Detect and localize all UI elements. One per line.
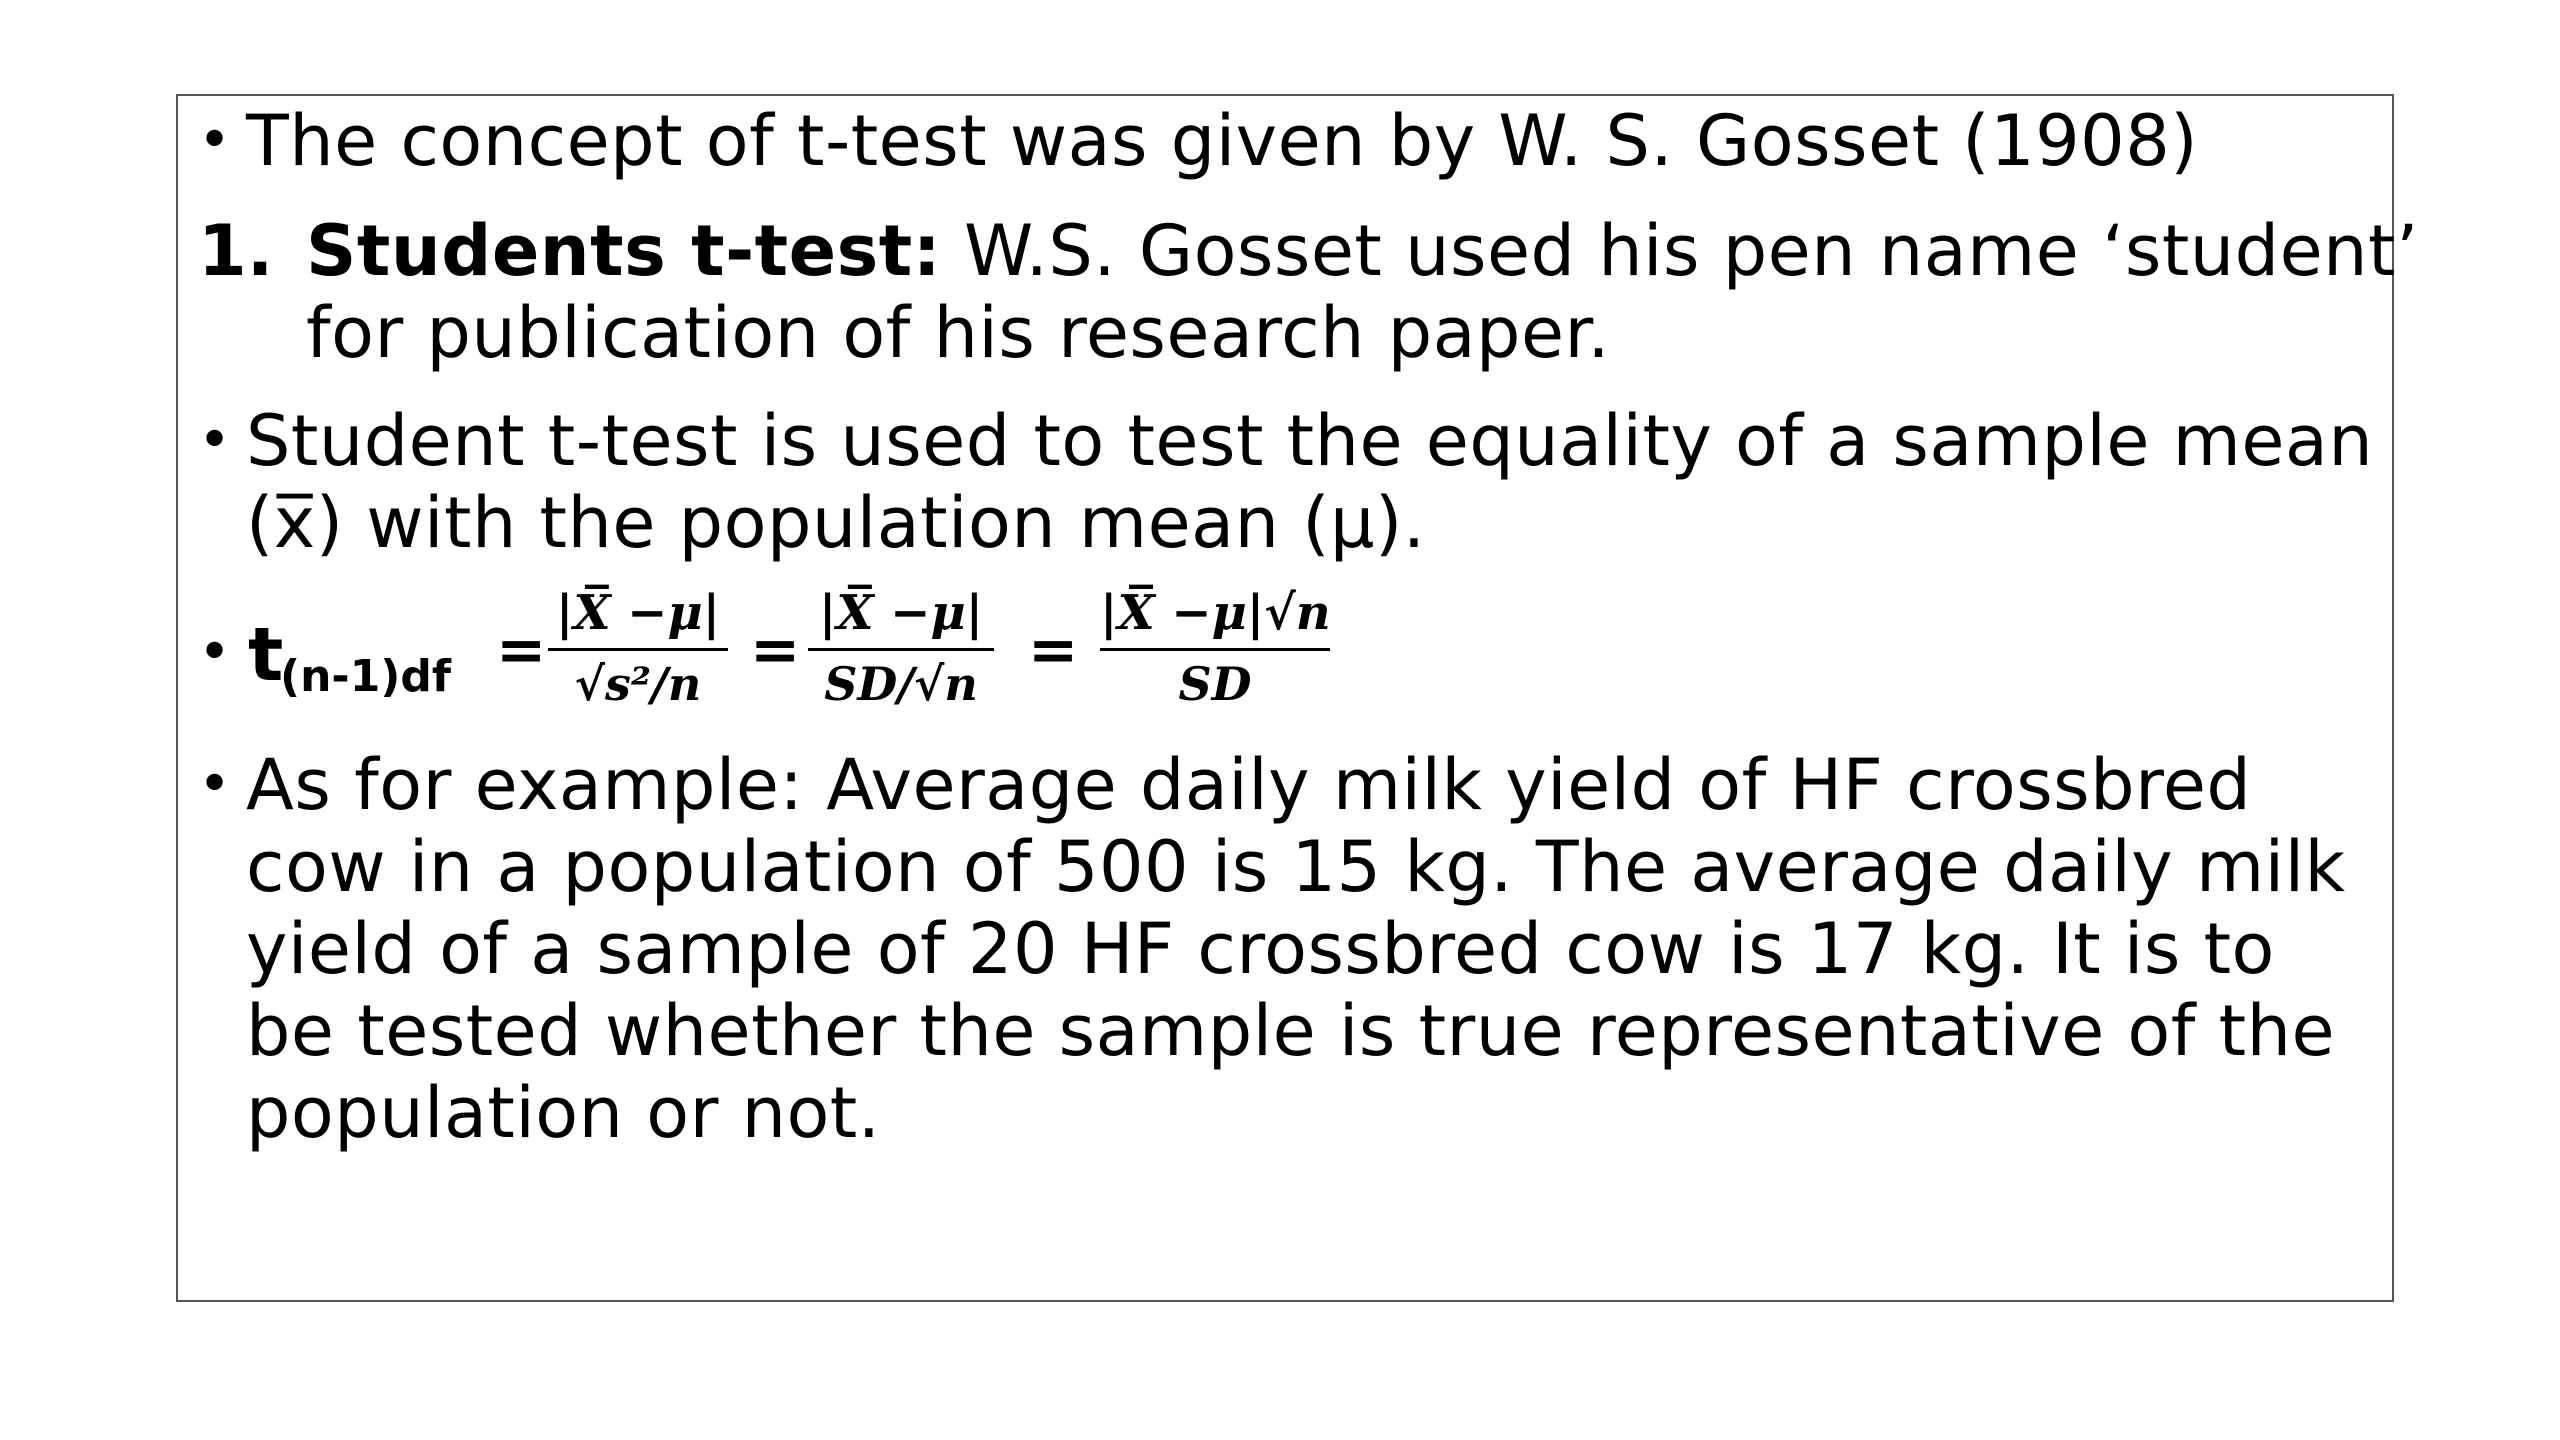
fraction-3-bar — [1100, 648, 1330, 651]
item-number: 1. — [198, 210, 274, 292]
formula-equals: = — [1028, 615, 1079, 685]
item-text-2: for publication of his research paper. — [306, 292, 1611, 374]
formula-t-symbol: t — [248, 612, 284, 698]
fraction-2-bar — [808, 648, 994, 651]
formula-fraction-3 — [1100, 580, 1330, 715]
intro-line: The concept of t-test was given by W. S. Gosset (1908) — [246, 100, 2199, 182]
formula-subscript: (n-1)df — [280, 651, 452, 702]
fraction-2-denominator: SD/√n — [824, 657, 978, 711]
item-heading: Students t-test: — [306, 210, 942, 292]
example-line-3: yield of a sample of 20 HF crossbred cow is 17 kg. It is to — [246, 908, 2275, 990]
bullet-marker: • — [198, 752, 232, 817]
bullet-marker: • — [198, 408, 232, 473]
bullet2-line2: (x̅) with the population mean (μ). — [246, 482, 1426, 564]
fraction-2-numerator: |X̅ −μ| — [818, 585, 984, 641]
formula-equals: = — [750, 615, 801, 685]
fraction-3-denominator: SD — [1178, 657, 1252, 711]
bullet-marker: • — [198, 620, 232, 685]
item-line-1 — [306, 210, 2419, 292]
fraction-3-numerator: |X̅ −μ|√n — [1100, 585, 1331, 641]
bullet2-line1: Student t-test is used to test the equality of a sample mean — [246, 400, 2374, 482]
formula-fraction-1 — [548, 580, 728, 715]
formula-equals: = — [496, 615, 547, 685]
example-line-5: population or not. — [246, 1072, 881, 1154]
formula-fraction-2 — [808, 580, 994, 715]
bullet-marker: • — [198, 108, 232, 173]
example-line-1: As for example: Average daily milk yield of HF crossbred — [246, 744, 2252, 826]
item-text-1: W.S. Gosset used his pen name ‘student’ — [963, 210, 2419, 292]
fraction-1-bar — [548, 648, 728, 651]
example-line-4: be tested whether the sample is true representative of the — [246, 990, 2336, 1072]
fraction-1-numerator: |X̅ −μ| — [555, 585, 721, 641]
example-line-2: cow in a population of 500 is 15 kg. The average daily milk — [246, 826, 2346, 908]
fraction-1-denominator: √s²/n — [574, 657, 702, 711]
